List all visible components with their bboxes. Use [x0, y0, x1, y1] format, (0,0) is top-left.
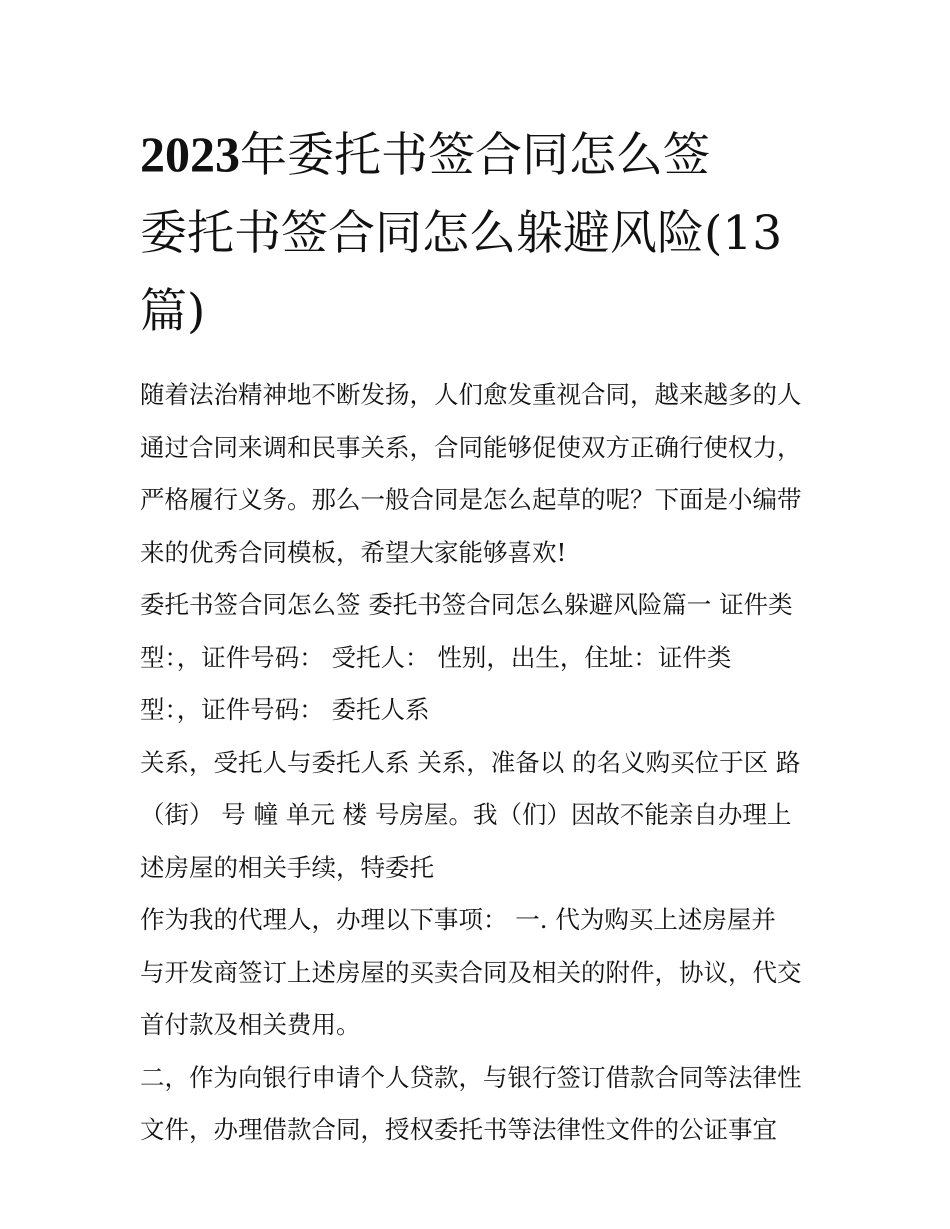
- title-year: 2023: [140, 126, 240, 182]
- text-line: 文件，办理借款合同，授权委托书等法律性文件的公证事宜: [140, 1115, 777, 1144]
- text-line: 通过合同来调和民事关系，合同能够促使双方正确行使权力，: [140, 432, 802, 462]
- document-body: [140, 369, 815, 1157]
- title-line-1-rest: 年委托书签合同怎么签: [240, 128, 710, 183]
- text-line: 二，作为向银行申请个人贷款，与银行签订借款合同等法律性: [140, 1062, 802, 1092]
- text-line: 型：，证件号码： 委托人系: [140, 695, 430, 724]
- text-line: （街） 号 幢 单元 楼 号房屋。我（们）因故不能亲自办理上: [140, 800, 792, 829]
- text-line: 委托书签合同怎么签 委托书签合同怎么躲避风险篇一 证件类: [140, 590, 793, 619]
- text-line: 关系，受托人与委托人系 关系，准备以 的名义购买位于区 路: [140, 747, 801, 777]
- text-line: 型：，证件号码： 受托人： 性别，出生，住址：证件类: [140, 642, 732, 672]
- paragraph-intro: [140, 369, 815, 579]
- text-line: 首付款及相关费用。: [140, 1010, 361, 1039]
- title-line-1: [140, 115, 815, 195]
- title-line-2: 委托书签合同怎么躲避风险(13: [140, 206, 783, 261]
- title-line-3: 篇): [140, 284, 206, 339]
- text-line: 述房屋的相关手续，特委托: [140, 852, 434, 882]
- document-page: [140, 115, 815, 1157]
- text-line: 随着法治精神地不断发扬，人们愈发重视合同，越来越多的人: [140, 380, 802, 409]
- paragraph-agent-duties: [140, 894, 815, 1052]
- paragraph-relation: [140, 737, 815, 895]
- paragraph-section-one: [140, 579, 815, 737]
- paragraph-loan: [140, 1052, 815, 1157]
- text-line: 作为我的代理人，办理以下事项： 一. 代为购买上述房屋并: [140, 905, 776, 934]
- text-line: 来的优秀合同模板，希望大家能够喜欢!: [140, 537, 567, 567]
- text-line: 与开发商签订上述房屋的买卖合同及相关的附件，协议，代交: [140, 957, 802, 987]
- text-line: 严格履行义务。那么一般合同是怎么起草的呢？下面是小编带: [140, 485, 802, 514]
- document-title: [140, 115, 815, 351]
